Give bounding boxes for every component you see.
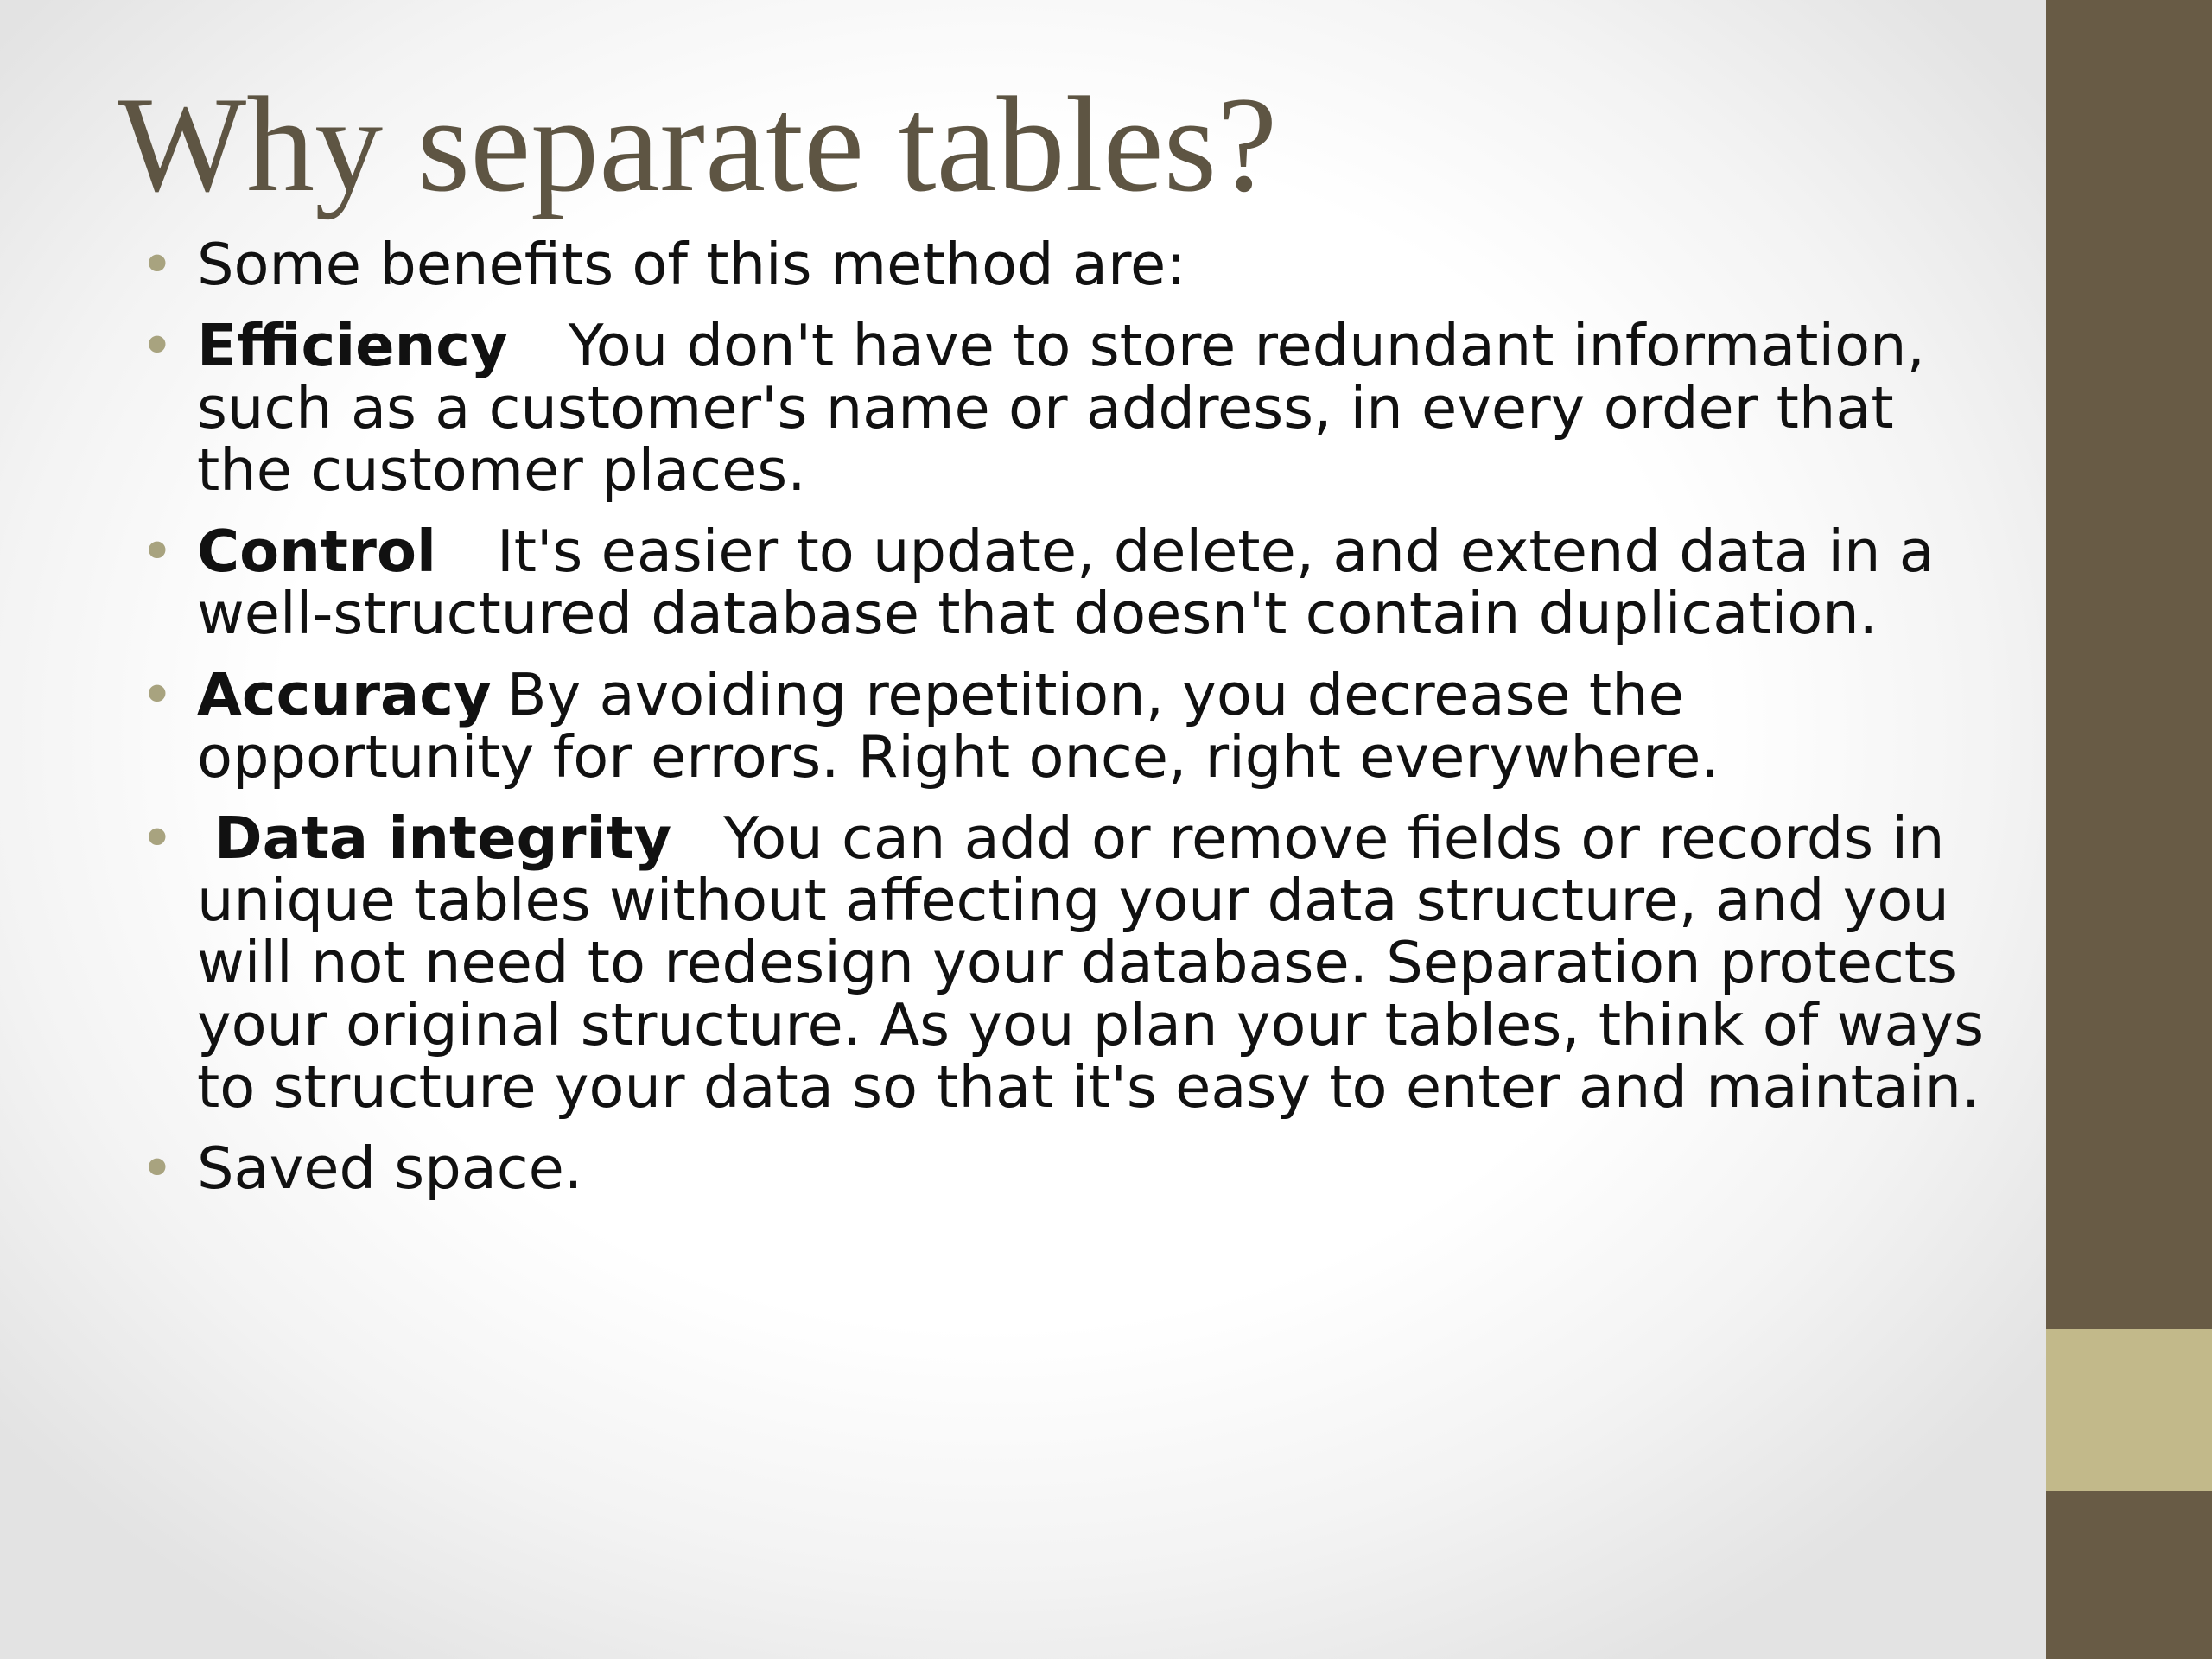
bullet-text: It's easier to update, delete, and extend data in a well-structured database that doesn't contain duplication. — [197, 518, 1935, 647]
bullet-dot-icon: • — [140, 804, 175, 872]
bullet-text: You don't have to store redundant information, such as a customer's name or address, in every order that the customer places. — [197, 312, 1925, 504]
bullet-item-saved-space — [140, 1135, 1994, 1202]
bullet-dot-icon: • — [140, 518, 175, 585]
bullet-item-control — [140, 518, 1994, 647]
sidebar-accent-band — [2046, 1329, 2212, 1491]
bullet-item-efficiency — [140, 312, 1994, 504]
bullet-item-accuracy — [140, 661, 1994, 791]
bullet-term: Data integrity — [214, 804, 672, 872]
bullet-item-data-integrity — [140, 804, 1994, 1121]
bullet-dot-icon: • — [140, 661, 175, 728]
bullet-text: Saved space. — [197, 1135, 583, 1202]
bullet-dot-icon: • — [140, 231, 175, 298]
bullet-term: Control — [197, 518, 436, 585]
bullet-term: Efficiency — [197, 312, 508, 379]
bullet-list — [140, 231, 1994, 1218]
bullet-item-intro — [140, 231, 1994, 298]
bullet-text: You can add or remove fields or records in unique tables without affecting your data structure, and you will not need to redesign your database. Separation protects your original structure. As you plan your tables, think of ways to structure your data so that it's easy to enter and maintain. — [197, 804, 1985, 1121]
bullet-text: By avoiding repetition, you decrease the opportunity for errors. Right once, right everywhere. — [197, 661, 1719, 791]
bullet-dot-icon: • — [140, 1135, 175, 1202]
bullet-term: Accuracy — [197, 661, 492, 728]
bullet-text: Some benefits of this method are: — [197, 231, 1185, 298]
slide-title: Why separate tables? — [118, 69, 1278, 220]
bullet-dot-icon: • — [140, 312, 175, 379]
